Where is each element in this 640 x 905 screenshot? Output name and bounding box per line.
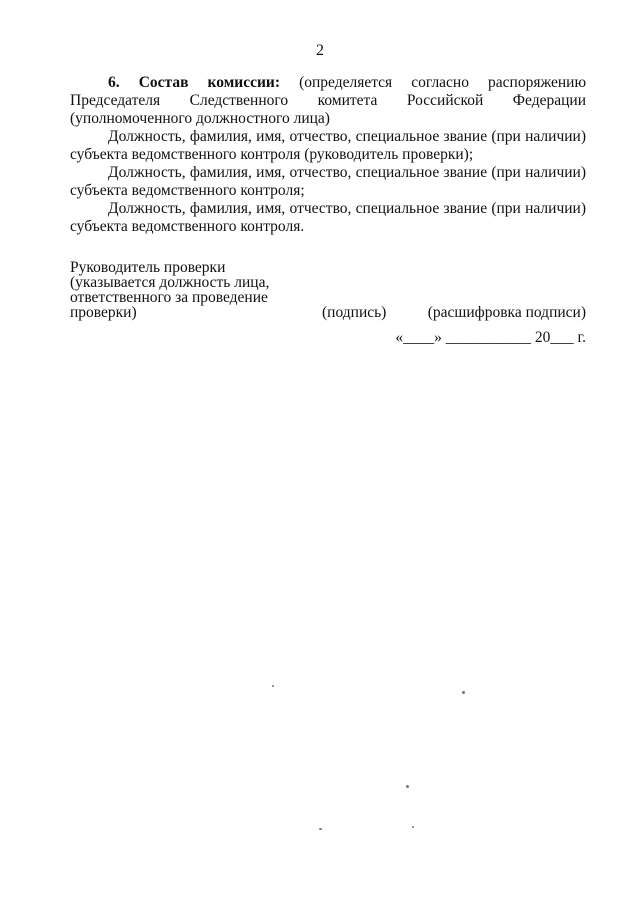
signature-decoding-label: (расшифровка подписи)	[427, 304, 586, 321]
signature-title-line: (указывается должность лица,	[70, 274, 270, 291]
signature-title-line: Руководитель проверки	[70, 259, 226, 276]
commission-member-line: Должность, фамилия, имя, отчество, специальное звание (при наличии)	[108, 164, 586, 181]
page-number: 2	[316, 42, 324, 59]
date-line: «____» ___________ 20___ г.	[395, 329, 586, 346]
commission-member-line: Должность, фамилия, имя, отчество, специальное звание (при наличии)	[108, 200, 586, 217]
signature-title-line: ответственного за проведение	[70, 289, 268, 306]
signature-title-line: проверки)	[70, 304, 137, 321]
signature-label: (подпись)	[322, 304, 387, 321]
scan-speck	[406, 785, 409, 788]
signature-title	[70, 260, 290, 320]
section-intro-text: (определяется согласно распоряжению	[299, 74, 587, 91]
scan-speck	[272, 685, 274, 687]
commission-member-line: субъекта ведомственного контроля (руководитель проверки);	[70, 146, 474, 163]
section-heading-word: Состав	[138, 74, 189, 91]
scan-speck	[412, 826, 414, 828]
signature-block	[70, 260, 586, 320]
document-body	[70, 74, 586, 236]
section-heading-word: комиссии:	[207, 74, 280, 91]
scan-speck	[319, 828, 322, 830]
scan-speck	[462, 691, 465, 694]
section-intro-line: (уполномоченного должностного лица)	[70, 110, 330, 127]
section-heading-number: 6.	[108, 74, 120, 91]
section-heading-line	[70, 74, 586, 92]
commission-member-line: субъекта ведомственного контроля;	[70, 182, 305, 199]
commission-member-line: Должность, фамилия, имя, отчество, специальное звание (при наличии)	[108, 128, 586, 145]
section-intro-line: Председателя Следственного комитета Российской Федерации	[70, 92, 586, 109]
commission-member-line: субъекта ведомственного контроля.	[70, 218, 305, 235]
